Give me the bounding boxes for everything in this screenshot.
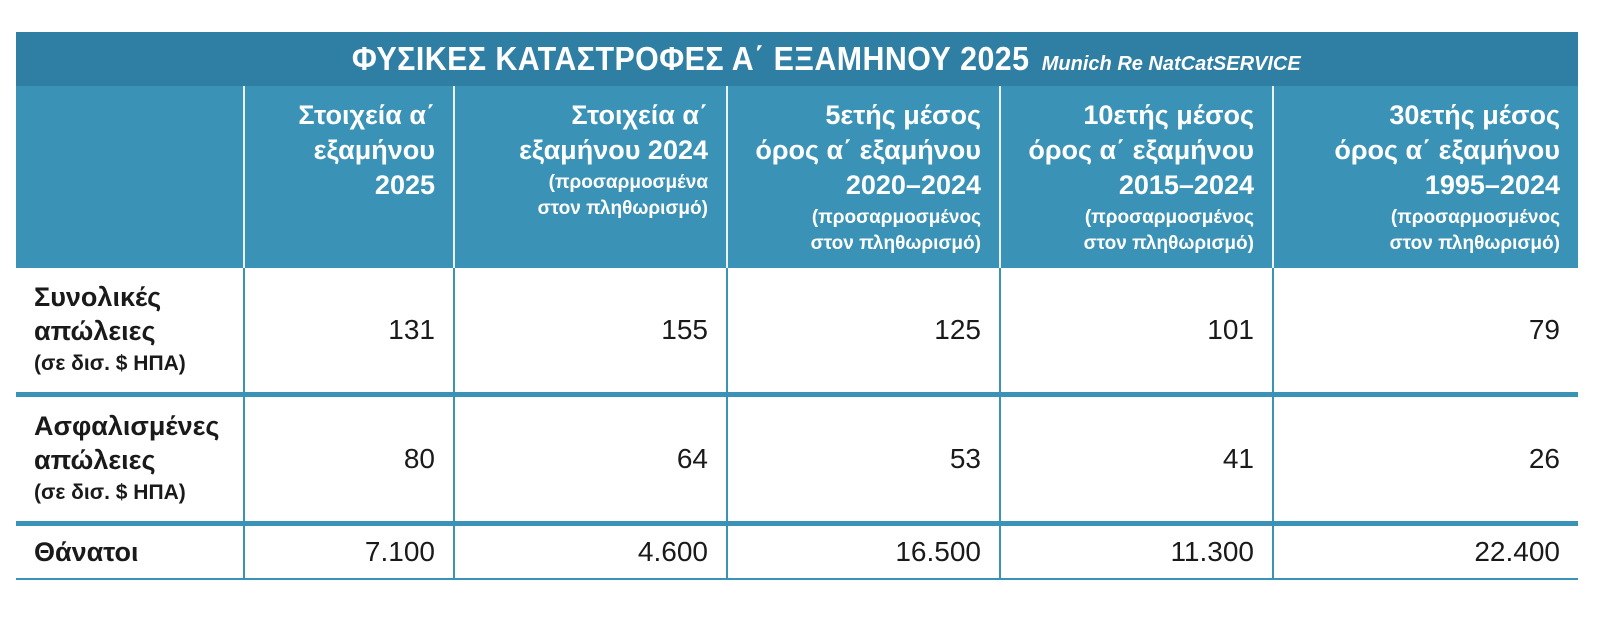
- header-row: [16, 86, 1578, 268]
- table-cell: 79: [1273, 268, 1578, 395]
- column-header: 30ετής μέσος όρος α΄ εξαμήνου 1995–2024 (προσαρμοσμένος στον πληθωρισμό): [1273, 86, 1578, 268]
- row-label: Συνολικές απώλειες (σε δισ. $ ΗΠΑ): [16, 268, 244, 395]
- column-header: 5ετής μέσος όρος α΄ εξαμήνου 2020–2024 (προσαρμοσμένος στον πληθωρισμό): [727, 86, 1000, 268]
- title-bar: [16, 32, 1578, 86]
- table-cell: 64: [454, 395, 727, 524]
- table-row: [16, 395, 1578, 524]
- table-cell: 155: [454, 268, 727, 395]
- row-label: Θάνατοι: [16, 524, 244, 580]
- table-row: [16, 268, 1578, 395]
- table-cell: 22.400: [1273, 524, 1578, 580]
- table-cell: 53: [727, 395, 1000, 524]
- table-cell: 80: [244, 395, 454, 524]
- table-cell: 16.500: [727, 524, 1000, 580]
- column-header: Στοιχεία α΄ εξαμήνου 2024 (προσαρμοσμένα στον πληθωρισμό): [454, 86, 727, 268]
- table-row: [16, 524, 1578, 580]
- row-label: Ασφαλισμένες απώλειες (σε δισ. $ ΗΠΑ): [16, 395, 244, 524]
- table-cell: 11.300: [1000, 524, 1273, 580]
- table-cell: 4.600: [454, 524, 727, 580]
- table-cell: 101: [1000, 268, 1273, 395]
- table-cell: 41: [1000, 395, 1273, 524]
- column-header: 10ετής μέσος όρος α΄ εξαμήνου 2015–2024 (προσαρμοσμένος στον πληθωρισμό): [1000, 86, 1273, 268]
- column-header: Στοιχεία α΄ εξαμήνου 2025: [244, 86, 454, 268]
- table-cell: 131: [244, 268, 454, 395]
- corner-cell: [16, 86, 244, 268]
- table-cell: 125: [727, 268, 1000, 395]
- source-label: Munich Re NatCatSERVICE: [1041, 52, 1301, 75]
- table-cell: 7.100: [244, 524, 454, 580]
- table-title: ΦΥΣΙΚΕΣ ΚΑΤΑΣΤΡΟΦΕΣ Α΄ ΕΞΑΜΗΝΟΥ 2025: [352, 40, 1030, 77]
- disasters-table-graphic: [16, 32, 1578, 580]
- data-table: [16, 86, 1578, 580]
- table-cell: 26: [1273, 395, 1578, 524]
